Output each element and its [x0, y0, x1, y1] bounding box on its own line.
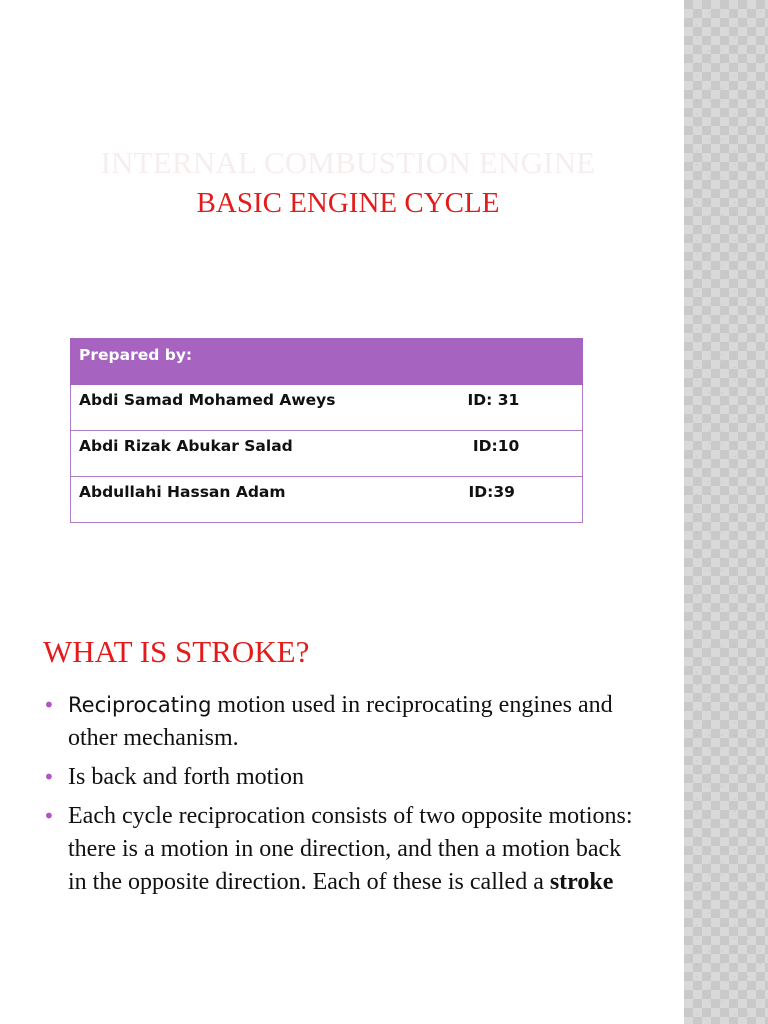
list-item — [43, 761, 643, 794]
bullet-list — [43, 689, 643, 905]
slide-subtitle: BASIC ENGINE CYCLE — [196, 187, 500, 219]
bullet-icon: • — [43, 765, 55, 789]
member-name: Abdi Rizak Abukar Salad — [71, 431, 451, 477]
bullet-bold-term: stroke — [549, 869, 614, 895]
section-heading: WHAT IS STROKE? — [43, 634, 310, 669]
bullet-icon: • — [43, 804, 55, 828]
member-name: Abdullahi Hassan Adam — [71, 477, 451, 523]
team-table — [70, 338, 583, 523]
slide-title-faded: INTERNAL COMBUSTION ENGINE — [100, 145, 596, 180]
table-row — [71, 385, 583, 431]
bullet-icon: • — [43, 693, 55, 717]
list-item — [43, 689, 643, 755]
table-row — [71, 431, 583, 477]
table-header-cell: Prepared by: — [71, 339, 583, 385]
table-header-row — [71, 339, 583, 385]
bullet-text: Each cycle reciprocation consists of two opposite motions: there is a motion in one direction, and then a motion back in the opposite direction. Each of these is called a — [68, 803, 633, 895]
table-row — [71, 477, 583, 523]
bullet-lead-term: Reciprocating — [68, 693, 212, 717]
bullet-text: Is back and forth motion — [68, 764, 304, 790]
decorative-side-pattern — [684, 0, 768, 1024]
member-id: ID:10 — [451, 431, 583, 477]
bullet-text: motion used in reciprocating engines and other mechanism. — [68, 692, 613, 751]
member-name: Abdi Samad Mohamed Aweys — [71, 385, 451, 431]
list-item — [43, 800, 643, 899]
member-id: ID:39 — [451, 477, 583, 523]
member-id: ID: 31 — [451, 385, 583, 431]
